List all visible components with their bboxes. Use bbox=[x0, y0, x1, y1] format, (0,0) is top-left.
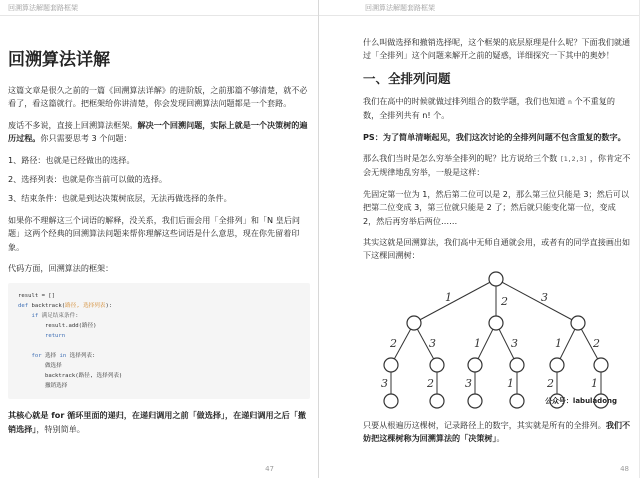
tree-edge bbox=[496, 279, 578, 323]
code-line: result.add(路径) bbox=[44, 323, 97, 330]
intro-paragraph: 这篇文章是很久之前的一篇《回溯算法详解》的进阶版，之前那篇不够清楚，就不必看了，看这篇就行。把框架给你讲清楚，你会发现回溯算法问题都是一个套路。 bbox=[8, 85, 308, 109]
inline-code-n: n bbox=[567, 97, 572, 106]
code-intro: 代码方面，回溯算法的框架： bbox=[8, 263, 114, 274]
tree-node-leaf bbox=[510, 394, 524, 408]
tree-node-leaf bbox=[430, 394, 444, 408]
code-line: 选择 bbox=[41, 353, 60, 360]
enumeration-question bbox=[363, 152, 631, 180]
code-keyword: return bbox=[44, 333, 66, 340]
backtrack-tree bbox=[363, 267, 629, 413]
page-number: 48 bbox=[620, 465, 629, 473]
section-heading: 一、全排列问题 bbox=[363, 70, 451, 86]
tree-intro: 其实这就是回溯算法，我们高中无师自通就会用，或者有的同学直接画出如下这棵回溯树： bbox=[363, 237, 631, 261]
permutation-intro bbox=[363, 95, 631, 123]
framework-tail: 你只需要思考 3 个问题： bbox=[40, 133, 132, 144]
code-keyword: def bbox=[18, 303, 29, 310]
question-text: ，你肯定不会无规律地乱穷举，一般是这样： bbox=[363, 153, 631, 178]
header-rule bbox=[0, 15, 318, 16]
question-text: 那么我们当时是怎么穷举全排列的呢？比方说给三个数 bbox=[363, 153, 558, 164]
framework-text: 废话不多说，直接上回溯算法框架。 bbox=[8, 119, 138, 130]
running-header: 回溯算法解题套路框架 bbox=[8, 4, 78, 12]
decision-emphasis: 我们不妨把这棵树称为回溯算法的「决策树」 bbox=[363, 419, 631, 444]
list-item: 2、选择列表：也就是你当前可以做的选择。 bbox=[8, 174, 167, 185]
decision-tail: 。 bbox=[496, 433, 505, 444]
code-line: 做选择 bbox=[44, 363, 62, 370]
article-title: 回溯算法详解 bbox=[8, 50, 110, 70]
backtrack-tree-figure bbox=[363, 267, 629, 413]
edge-label: 3 bbox=[465, 376, 472, 390]
header-rule bbox=[319, 15, 639, 16]
code-line: backtrack(路径, 选择列表) bbox=[44, 373, 123, 380]
edge-label: 1 bbox=[591, 376, 598, 390]
code-keyword: if bbox=[31, 313, 39, 320]
code-block bbox=[8, 283, 310, 399]
tree-edge bbox=[414, 279, 496, 323]
tree-node bbox=[430, 358, 444, 372]
intro-text: 我们在高中的时候就做过排列组合的数学题，我们也知道 bbox=[363, 95, 566, 106]
edge-label: 3 bbox=[429, 336, 436, 350]
inline-code-set: [1,2,3] bbox=[559, 155, 588, 164]
edge-label: 2 bbox=[593, 336, 600, 350]
page-right bbox=[319, 0, 639, 478]
tree-node bbox=[550, 358, 564, 372]
tree-node-root bbox=[489, 272, 503, 286]
page-right-content bbox=[363, 36, 631, 454]
list-item: 3、结束条件：也就是到达决策树底层，无法再做选择的条件。 bbox=[8, 193, 232, 204]
tree-node-leaf bbox=[468, 394, 482, 408]
core-paragraph bbox=[8, 409, 310, 436]
tree-node bbox=[594, 358, 608, 372]
edge-label: 2 bbox=[427, 376, 434, 390]
tree-node bbox=[510, 358, 524, 372]
list-item: 1、路径：也就是已经做出的选择。 bbox=[8, 154, 135, 165]
edge-label: 2 bbox=[390, 336, 397, 350]
code-line: result = [] bbox=[18, 293, 56, 300]
page-left-content bbox=[8, 50, 310, 444]
decision-tree-paragraph bbox=[363, 419, 631, 446]
tree-node bbox=[489, 316, 503, 330]
tree-node-leaf bbox=[384, 394, 398, 408]
decision-text: 只要从根遍历这棵树，记录路径上的数字，其实就是所有的全排列。 bbox=[363, 419, 606, 430]
framework-emphasis: 解决一个回溯问题，实际上就是一个决策树的遍历过程。 bbox=[8, 119, 308, 144]
watermark: 公众号：labuladong bbox=[544, 397, 617, 406]
edge-label: 1 bbox=[445, 290, 452, 304]
edge-label: 2 bbox=[547, 376, 554, 390]
edge-label: 1 bbox=[507, 376, 514, 390]
tree-node bbox=[407, 316, 421, 330]
tree-node bbox=[384, 358, 398, 372]
framework-paragraph bbox=[8, 119, 310, 146]
code-line: backtrack( bbox=[28, 303, 66, 310]
tree-node bbox=[468, 358, 482, 372]
page-left bbox=[0, 0, 319, 478]
edge-label: 3 bbox=[381, 376, 388, 390]
edge-label: 1 bbox=[555, 336, 562, 350]
code-line: 满足结束条件: bbox=[38, 313, 79, 320]
edge-label: 1 bbox=[474, 336, 481, 350]
page-number: 47 bbox=[265, 465, 274, 473]
core-emphasis: 其核心就是 for 循环里面的递归，在递归调用之前「做选择」，在递归调用之后「撤销选择」 bbox=[8, 410, 306, 434]
explanation-paragraph: 如果你不理解这三个词语的解释，没关系，我们后面会用「全排列」和「N 皇后问题」这两个经典的回溯算法问题来帮你理解这些词语是什么意思，现在你先留着印象。 bbox=[8, 214, 300, 252]
transition-paragraph: 什么叫做选择和撤销选择呢，这个框架的底层原理是什么呢？下面我们就通过「全排列」这个问题来解开之前的疑惑，详细探究一下其中的奥妙！ bbox=[363, 37, 631, 61]
enumeration-steps: 先固定第一位为 1，然后第二位可以是 2，那么第三位只能是 3；然后可以把第二位变成 3，第三位就只能是 2 了；然后就只能变化第一位，变成 2，然后再穷举后两位…… bbox=[363, 188, 629, 226]
code-keyword: in bbox=[59, 353, 67, 360]
code-line: 撤销选择 bbox=[44, 383, 68, 390]
intro-text: 个不重复的数，全排列共有 n! 个。 bbox=[363, 95, 615, 121]
code-params: 路径, 选择列表 bbox=[65, 303, 106, 310]
code-keyword: for bbox=[31, 353, 42, 360]
code-line: ): bbox=[105, 303, 113, 310]
edge-label: 3 bbox=[541, 290, 548, 304]
tree-node bbox=[571, 316, 585, 330]
core-tail: ，特别简单。 bbox=[36, 423, 85, 434]
running-header: 回溯算法解题套路框架 bbox=[365, 4, 435, 12]
edge-label: 3 bbox=[511, 336, 518, 350]
code-line: 选择列表: bbox=[66, 353, 96, 360]
edge-label: 2 bbox=[501, 294, 508, 308]
ps-note: PS：为了简单清晰起见，我们这次讨论的全排列问题不包含重复的数字。 bbox=[363, 131, 626, 142]
